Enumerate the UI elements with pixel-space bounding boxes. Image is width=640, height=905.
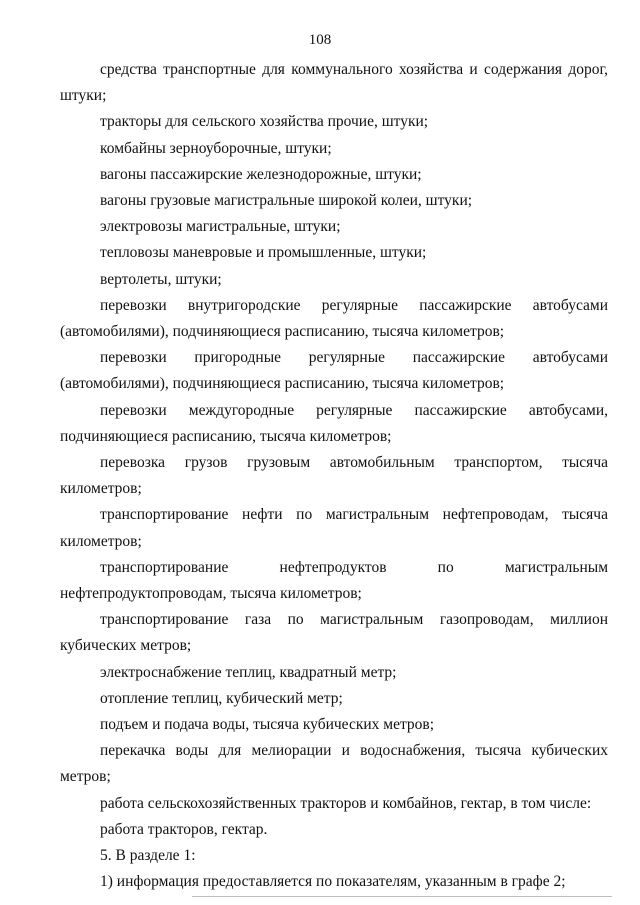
- paragraph: работа сельскохозяйственных тракторов и комбайнов, гектар, в том числе:: [100, 794, 592, 812]
- paragraph: комбайны зерноуборочные, штуки;: [100, 139, 332, 157]
- paragraph: 1) информация предоставляется по показателям, указанным в графе 2;: [100, 873, 566, 891]
- paragraph: перевозки внутригородские регулярные пассажирские автобусами (автомобилями), подчиняющиеся расписанию, тысяча километров;: [60, 296, 608, 341]
- paragraph: вагоны грузовые магистральные широкой колеи, штуки;: [100, 192, 473, 210]
- paragraph: тракторы для сельского хозяйства прочие, штуки;: [100, 113, 429, 131]
- paragraph: перевозки междугородные регулярные пассажирские автобусами, подчиняющиеся расписанию, тысяча километров;: [60, 401, 608, 445]
- paragraph: 5. В разделе 1:: [100, 847, 196, 865]
- paragraph: транспортирование газа по магистральным газопроводам, миллион кубических метров;: [60, 611, 608, 655]
- paragraph: транспортирование нефти по магистральным нефтепроводам, тысяча километров;: [60, 506, 608, 550]
- document-body: [60, 57, 608, 896]
- paragraph: перекачка воды для мелиорации и водоснабжения, тысяча кубических метров;: [60, 742, 608, 786]
- paragraph: вагоны пассажирские железнодорожные, штуки;: [100, 165, 422, 183]
- paragraph: транспортирование нефтепродуктов по магистральным нефтепродуктопроводам, тысяча километров;: [60, 558, 608, 603]
- paragraph: электроснабжение теплиц, квадратный метр;: [100, 663, 397, 681]
- paragraph: отопление теплиц, кубический метр;: [100, 689, 343, 707]
- paragraph: электровозы магистральные, штуки;: [100, 218, 341, 236]
- paragraph: тепловозы маневровые и промышленные, штуки;: [100, 244, 427, 262]
- paragraph: перевозки пригородные регулярные пассажирские автобусами (автомобилями), подчиняющиеся расписанию, тысяча километров;: [60, 349, 608, 393]
- bottom-scan-line: [192, 896, 612, 897]
- paragraph: работа тракторов, гектар.: [100, 820, 268, 838]
- paragraph: подъем и подача воды, тысяча кубических метров;: [100, 716, 435, 734]
- paragraph: перевозка грузов грузовым автомобильным транспортом, тысяча километров;: [60, 454, 608, 498]
- paragraph: средства транспортные для коммунального хозяйства и содержания дорог, штуки;: [60, 61, 608, 105]
- page-number: 108: [308, 32, 332, 48]
- paragraph: вертолеты, штуки;: [100, 270, 222, 288]
